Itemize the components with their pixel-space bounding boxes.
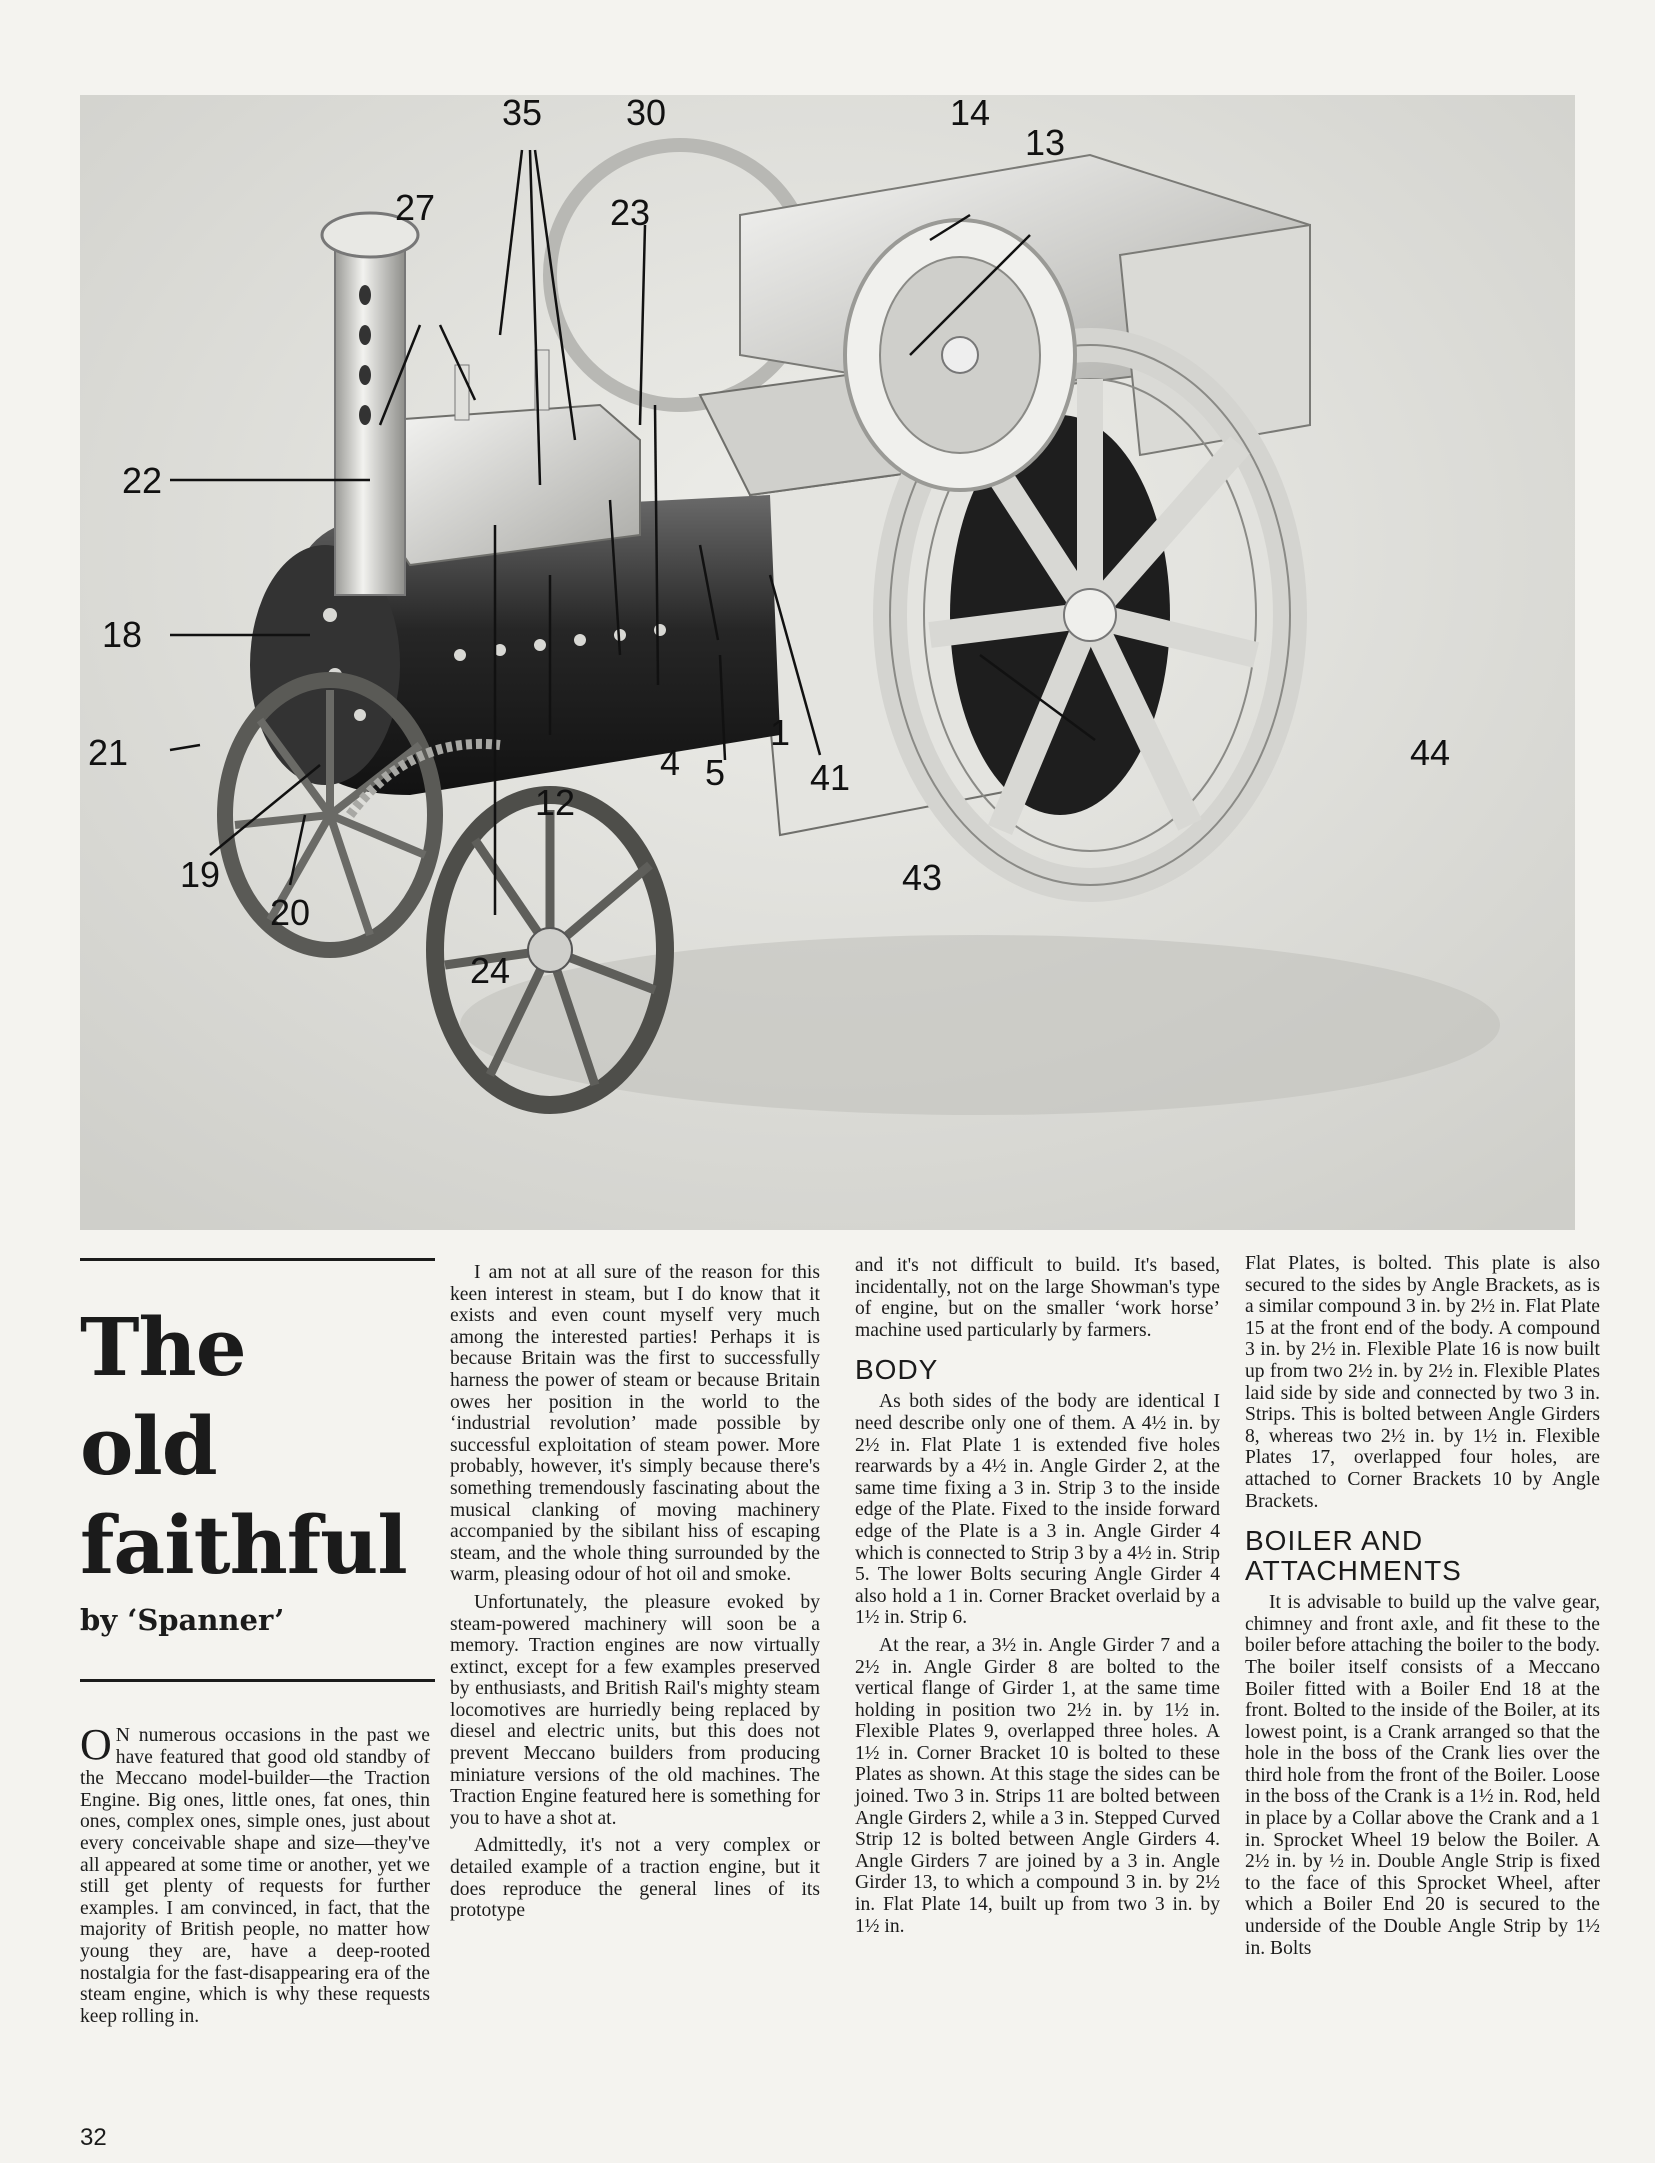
page-number: 32 [80,2124,107,2151]
column-4 [1245,1253,1600,1959]
title-top-rule [80,1258,435,1261]
callout-5: 5 [705,752,726,793]
column-3 [855,1255,1220,1937]
callout-24: 24 [470,950,511,991]
callout-20: 20 [270,892,311,933]
traction-engine-illustration [80,95,1575,1230]
col1-paragraph-1: O N numerous occasions in the past we have featured that good old standby of the Meccano model-builder—the Traction Engine. Big ones, little ones, fat ones, thin ones, complex ones, simple ones, just about every conceivable shape and size—they've all appeared at some time or another, yet we still get plenty of requests for further examples. I am convinced, in fact, that the majority of British people, no matter how young they are, have a deep-rooted nostalgia for the fast-disappearing era of the steam engine, which is why these requests keep rolling in. [80,1720,430,2027]
column-1 [80,1720,430,2027]
section-heading-body: BODY [855,1354,939,1386]
col3-paragraph-1: and it's not difficult to build. It's based, incidentally, not on the large Showman's type of engine, but on the smaller ‘work horse’ machine used particularly by farmers. [855,1255,1220,1341]
col3-paragraph-3: At the rear, a 3½ in. Angle Girder 7 and a 2½ in. Angle Girder 8 are bolted to the vertical flange of Girder 1, at the same time holding in position two 2½ in. by 1½ in. Flexible Plates 9, overlapped three holes. A 1½ in. Corner Bracket 10 is bolted to these Plates as shown. At this stage the sides can be joined. Two 3 in. Strips 11 are bolted between Angle Girders 2, while a 3 in. Stepped Curved Strip 12 is bolted between Angle Girders 4. Angle Girders 7 are joined by a 3 in. Angle Girder 13, to which a compound 3 in. by 2½ in. Flat Plate 14, built up from two 3 in. by 1½ in. [855,1634,1220,1937]
callout-13: 13 [1025,122,1066,163]
callout-21: 21 [88,732,129,773]
title-line-3: faithful [80,1498,407,1592]
callout-35: 35 [502,95,543,133]
col2-paragraph-3: Admittedly, it's not a very complex or detailed example of a traction engine, but it does reproduce the general lines of its prototype [450,1835,820,1922]
callout-4: 4 [660,742,681,783]
callout-23: 23 [610,192,651,233]
callout-22: 22 [122,460,163,501]
title-bottom-rule [80,1679,435,1682]
callout-14: 14 [950,95,991,133]
col4-paragraph-2: It is advisable to build up the valve gear, chimney and front axle, and fit these to the boiler before attaching the boiler to the body. The boiler itself consists of a Meccano Boiler fitted with a Boiler End 18 at the front. Bolted to the inside of the Boiler, at its lowest point, is a Crank arranged so that the hole in the boss of the Crank lies over the third hole from the front of the Boiler. Loose in the boss of the Crank is a 1½ in. Rod, held in place by a Collar above the Crank and a 1 in. Sprocket Wheel 19 below the Boiler. A 2½ in. by ½ in. Double Angle Strip is fixed to the face of this Sprocket Wheel, after which a Boiler End 20 is secured to the underside of the Double Angle Strip by 1½ in. Bolts [1245,1592,1600,1959]
callout-1: 1 [770,712,791,753]
callout-27: 27 [395,187,436,228]
callout-12: 12 [535,782,576,823]
col2-paragraph-2: Unfortunately, the pleasure evoked by steam-powered machinery will soon be a memory. Traction engines are now virtually extinct, except for a few examples preserved by enthusiasts, and British Rail's mighty steam locomotives are hurriedly being replaced by diesel and electric units, but this does not prevent Meccano builders from producing miniature versions of the old machines. The Traction Engine featured here is something for you to have a shot at. [450,1591,820,1829]
byline: by ‘Spanner’ [80,1603,285,1637]
column-2 [450,1262,820,1922]
col4-paragraph-1: Flat Plates, is bolted. This plate is also secured to the sides by Angle Brackets, as is a similar compound 3 in. by 2½ in. Flat Plate 15 at the front end of the body. A compound 3 in. by 2½ in. Flexible Plate 16 is now built up from two 2½ in. by 2½ in. Flexible Plates laid side by side and connected by two 3 in. Strips. This is bolted between Angle Girders 8, whereas two 2½ in. by 1½ in. Flexible Plates 17, overlapped four holes, are attached to Corner Brackets 10 by Angle Brackets. [1245,1253,1600,1512]
article-title [80,1298,440,1595]
title-line-1: The [80,1300,246,1394]
col3-paragraph-2: As both sides of the body are identical I need describe only one of them. A 4½ in. by 2½ in. Flat Plate 1 is extended five holes rearwards by a 4½ in. Angle Girder 2, at the same time fixing a 3 in. Strip 3 to the inside edge of the Plate. Fixed to the inside forward edge of the Plate is a 3 in. Angle Girder 4 which is connected to Strip 3 by a 4½ in. Strip 5. The lower Bolts securing Angle Girder 4 also hold a 1 in. Corner Bracket overlaid by a 1½ in. Strip 6. [855,1391,1220,1629]
callout-30: 30 [626,95,667,133]
section-heading-boiler: BOILER AND ATTACHMENTS [1245,1525,1462,1587]
drop-cap: O [80,1720,112,1769]
callout-19: 19 [180,854,221,895]
traction-engine-photo [80,95,1575,1230]
callout-44: 44 [1410,732,1451,773]
col2-paragraph-1: I am not at all sure of the reason for this keen interest in steam, but I do know that it exists and even count myself very much among the interested parties! Perhaps it is because Britain was the first to successfully harness the power of steam or because Britain owes her position in the world to the ‘industrial revolution’ made possible by successful exploitation of steam power. More probably, however, it's simply because there's something tremendously fascinating about the musical clanking of moving machinery accompanied by the sibilant hiss of escaping steam, and the whole thing surrounded by the warm, pleasing odour of hot oil and smoke. [450,1262,820,1586]
callout-41: 41 [810,757,851,798]
callout-43: 43 [902,857,943,898]
callout-18: 18 [102,614,143,655]
title-line-2: old [80,1399,217,1493]
